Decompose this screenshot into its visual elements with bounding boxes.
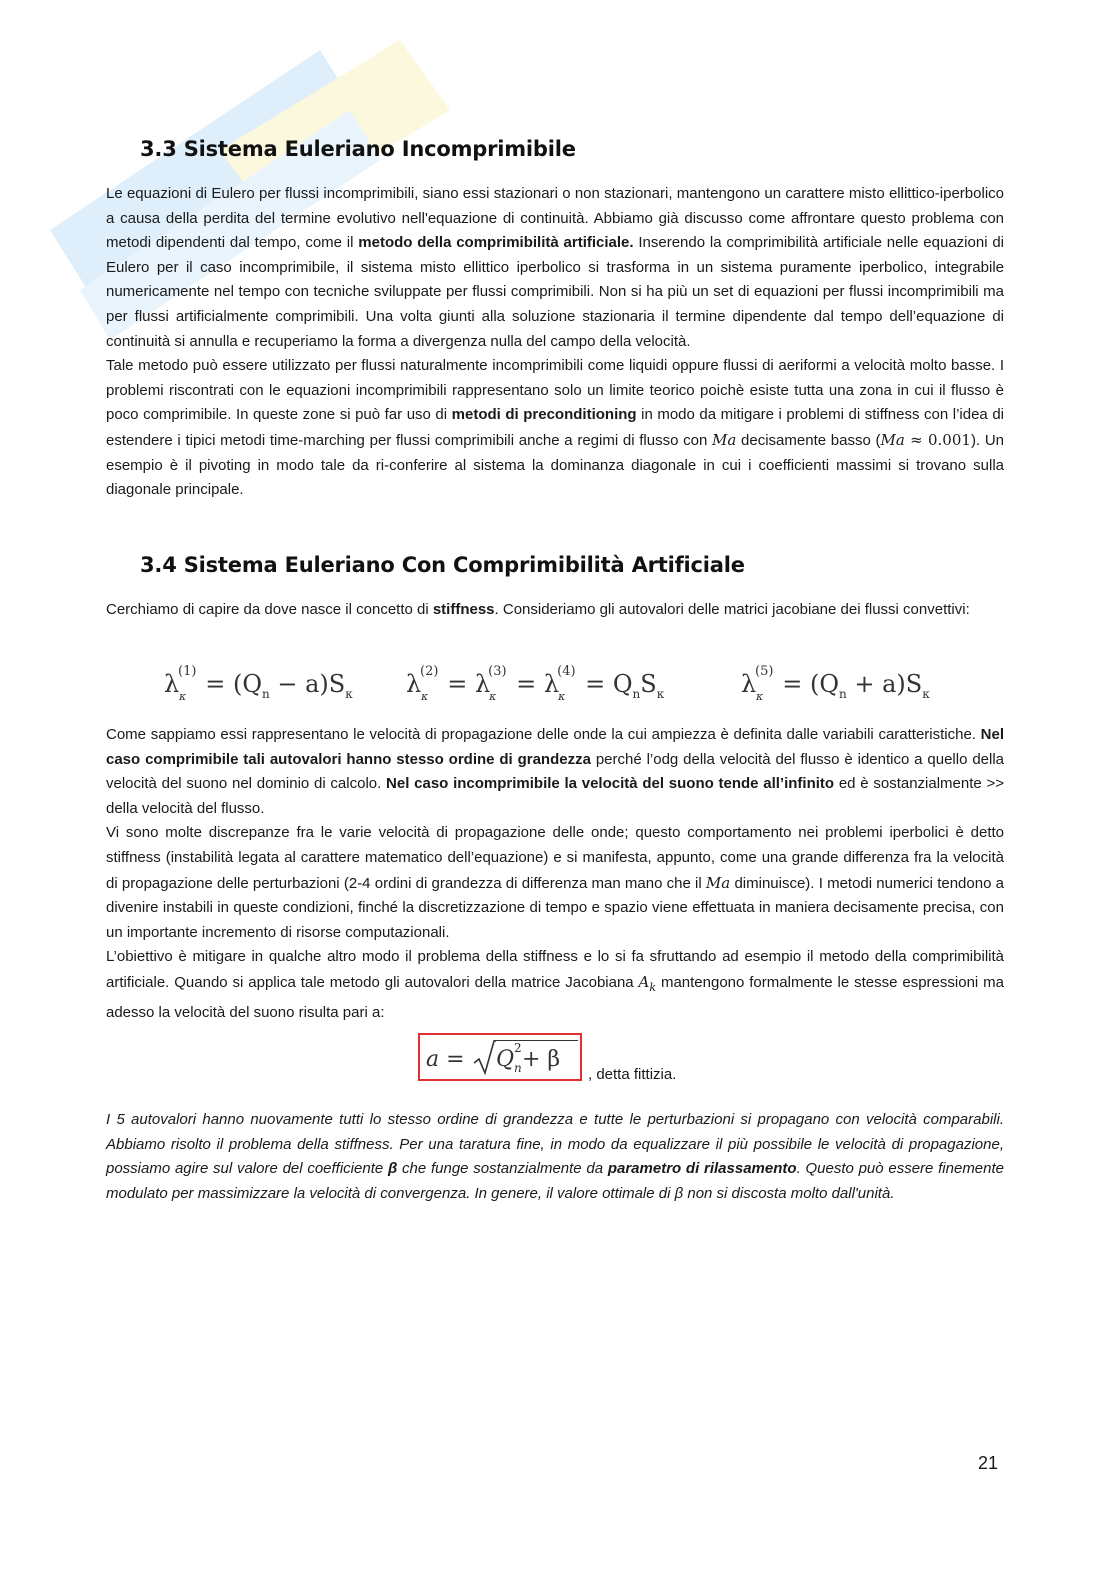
paragraph: Vi sono molte discrepanze fra le varie velocità di propagazione delle onde; questo comportamento nei problemi iperbolici è detto stiffness (instabilità legata al carattere matematico dell’equazione) e si manifesta, appunto, come una grande differenza fra la velocità di propagazione delle perturbazioni (2-4 ordini di grandezza di differenza man mano che il Ma diminuisce). I metodi numerici tendono a divenire instabili in queste condizioni, finché la discretizzazione di tempo e spazio viene effettuata in maniera decisamente precisa, con un importante incremento di risorse computazionali. — [106, 824, 1004, 941]
paragraph: L’obiettivo è mitigare in qualche altro modo il problema della stiffness e lo si fa sfruttando ad esempio il metodo della comprimibilità artificiale. Quando si applica tale metodo gli autovalori della matrice Jacobiana $A_k$ mantengono formalmente le stesse espressioni ma adesso la velocità del suono risulta pari a: — [106, 948, 1004, 1021]
eigenvalue-equation-2: λ (2) κ = λ (3) κ = λ (4) κ = $Q_nS_\kappa$ — [406, 664, 665, 703]
page-number: 21 — [978, 1453, 999, 1473]
eigenvalue-equation-1: λ (1) κ = $(Q_n - a)S_\kappa$ — [164, 664, 353, 703]
section-3-3-body — [106, 182, 1004, 503]
paragraph: Come sappiamo essi rappresentano le velocità di propagazione delle onde la cui ampiezza è definita dalle variabili caratteristiche. Nel caso comprimibile tali autovalori hanno stesso ordine di grandezza perché l’odg della velocità del flusso è identico a quello della velocità del suono nel dominio di calcolo. Nel caso incomprimibile la velocità del suono tende all’infinito ed è sostanzialmente >> della velocità del flusso. — [106, 726, 1005, 817]
section-3-3-heading: 3.3 Sistema Euleriano Incomprimibile — [140, 137, 576, 161]
bold-text: metodi di preconditioning — [451, 406, 637, 424]
bold-text: stiffness — [432, 601, 495, 618]
bold-text: metodo della comprimibilità artificiale. — [358, 234, 634, 252]
paragraph: Le equazioni di Eulero per flussi incomprimibili, siano essi stazionari o non stazionari, mantengono un carattere misto ellittico-iperbolico a causa della perdita del termine evolutivo nell'equazione di continuità. Abbiamo già discusso come affrontare questo problema con metodi dipendenti dal tempo, come il metodo della comprimibilità artificiale. Inserendo la comprimibilità artificiale nelle equazioni di Eulero per il caso incomprimibile, il sistema misto ellittico iperbolico si trasforma in un sistema puramente iperbolico, integrabile numericamente nel tempo con tecniche sviluppate per flussi comprimibili. Non si ha più un set di equazioni per flussi incomprimibili ma per flussi artificialmente comprimibili. Una volta giunti alla soluzione stazionaria il termine dipendente dal tempo dell’equazione di continuità si annulla e recuperiamo la forma a divergenza nulla del campo della velocità. — [106, 185, 1004, 350]
section-3-4-heading: 3.4 Sistema Euleriano Con Comprimibilità Artificiale — [140, 553, 745, 577]
paragraph: Tale metodo può essere utilizzato per flussi naturalmente incomprimibili come liquidi oppure flussi di aeriformi a velocità molto basse. I problemi riscontrati con le equazioni incomprimibili rappresentano solo un limite teorico poichè esiste tutta una zona in cui il flusso è poco comprimibile. In queste zone si può far uso di metodi di preconditioning in modo da mitigare i problemi di stiffness con l’idea di estendere i tipici metodi time-marching per flussi comprimibili anche a regimi di flusso con Ma decisamente basso (Ma ≈ 0.001). Un esempio è il pivoting in modo tale da ri-conferire al sistema la dominanza diagonale in cui i coefficienti massimi si trovano sulla diagonale principale. — [106, 357, 1004, 499]
eigenvalue-equation-3: λ (5) κ = $(Q_n + a)S_\kappa$ — [741, 664, 930, 703]
paragraph: Cerchiamo di capire da dove nasce il concetto di stiffness. Consideriamo gli autovalori delle matrici jacobiane dei flussi convettivi: — [106, 601, 970, 618]
formula-caption: , detta fittizia. — [588, 1066, 677, 1083]
bold-text: Nel caso comprimibile tali autovalori hanno stesso ordine di grandezza — [106, 726, 1004, 768]
section-3-4-conclusion — [106, 1108, 1004, 1206]
bold-text: parametro di rilassamento — [607, 1160, 797, 1178]
section-3-4-body — [106, 723, 1004, 1025]
formula-highlight-box: a = Q 2 n + β — [418, 1033, 582, 1081]
eigenvalue-equations — [156, 666, 956, 710]
section-3-4-intro — [106, 598, 1004, 623]
square-root-icon — [472, 1039, 496, 1077]
bold-text: Nel caso incomprimibile la velocità del suono tende all’infinito — [386, 775, 835, 793]
paragraph: I 5 autovalori hanno nuovamente tutti lo stesso ordine di grandezza e tutte le perturbazioni si propagano con velocità comparabili. Abbiamo risolto il problema della stiffness. Per una taratura fine, in modo da equalizzare il più possibile le velocità di propagazione, possiamo agire sul valore del coefficiente β che funge sostanzialmente da parametro di rilassamento. Questo può essere finemente modulato per massimizzare la velocità di convergenza. In genere, il valore ottimale di β non si discosta molto dall'unità. — [106, 1111, 1005, 1202]
